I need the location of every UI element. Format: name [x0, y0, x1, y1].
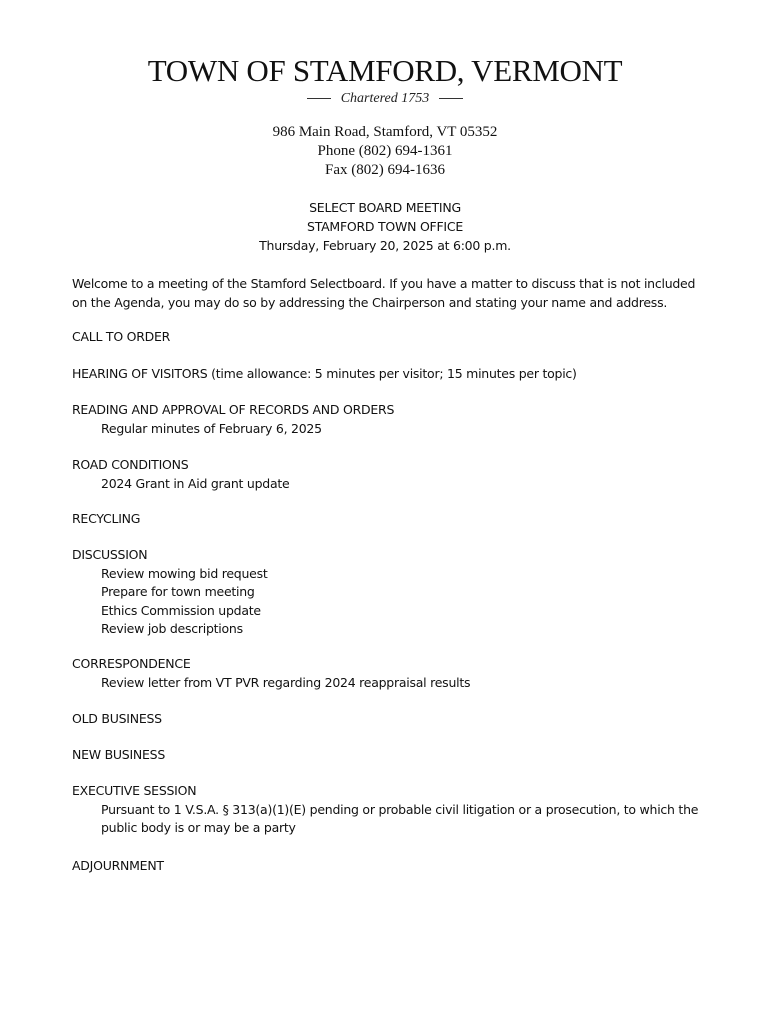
- agenda-subitem: 2024 Grant in Aid grant update: [101, 475, 290, 491]
- agenda-correspondence: [72, 655, 712, 692]
- town-name: TOWN OF STAMFORD, VERMONT: [147, 53, 623, 88]
- agenda-subitem: Ethics Commission update: [101, 602, 261, 618]
- agenda-executive-session: [72, 782, 712, 838]
- agenda-subitem: Review job descriptions: [101, 621, 243, 636]
- chartered-text: Chartered 1753: [340, 91, 430, 106]
- meeting-location: STAMFORD TOWN OFFICE: [307, 219, 463, 234]
- agenda-heading: ROAD CONDITIONS: [72, 457, 189, 472]
- agenda-heading: CALL TO ORDER: [72, 329, 171, 344]
- agenda-heading: EXECUTIVE SESSION: [72, 783, 197, 798]
- agenda-subitem: Prepare for town meeting: [101, 584, 255, 599]
- agenda-subitem: Review mowing bid request: [101, 565, 268, 581]
- agenda-heading: DISCUSSION: [72, 547, 148, 562]
- agenda-subitem: Regular minutes of February 6, 2025: [101, 420, 322, 436]
- fax: Fax (802) 694-1636: [325, 162, 445, 178]
- agenda-heading: CORRESPONDENCE: [72, 656, 191, 671]
- meeting-datetime: Thursday, February 20, 2025 at 6:00 p.m.: [259, 238, 511, 253]
- agenda-new-business: [72, 746, 712, 765]
- left-rule: [307, 98, 331, 99]
- meeting-title: SELECT BOARD MEETING: [309, 200, 461, 215]
- agenda-subitem: Pursuant to 1 V.S.A. § 313(a)(1)(E) pending or probable civil litigation or a prosecution, to which the public body is or may be a party: [101, 801, 699, 835]
- agenda-heading: RECYCLING: [72, 511, 141, 526]
- agenda-heading: HEARING OF VISITORS (time allowance: 5 minutes per visitor; 15 minutes per topic): [72, 366, 577, 381]
- agenda-heading: ADJOURNMENT: [72, 858, 164, 873]
- address: 986 Main Road, Stamford, VT 05352: [272, 124, 498, 140]
- agenda-subitem: Review letter from VT PVR regarding 2024 reappraisal results: [101, 674, 471, 690]
- agenda-heading: NEW BUSINESS: [72, 747, 166, 762]
- agenda-recycling: [72, 510, 712, 529]
- phone: Phone (802) 694-1361: [317, 143, 453, 159]
- agenda-reading-approval: [72, 401, 712, 438]
- right-rule: [439, 98, 463, 99]
- agenda-adjournment: [72, 857, 712, 876]
- agenda-road-conditions: [72, 456, 712, 493]
- agenda-call-to-order: [72, 328, 712, 347]
- chartered-line: [0, 90, 770, 108]
- agenda-heading: OLD BUSINESS: [72, 711, 162, 726]
- welcome-paragraph: Welcome to a meeting of the Stamford Selectboard. If you have a matter to discuss that is not included on the Agenda, you may do so by addressing the Chairperson and stating your name and address.: [72, 276, 696, 310]
- agenda-hearing-of-visitors: [72, 365, 712, 384]
- agenda-discussion: [72, 546, 712, 639]
- agenda-old-business: [72, 710, 712, 729]
- agenda-heading: READING AND APPROVAL OF RECORDS AND ORDERS: [72, 402, 395, 417]
